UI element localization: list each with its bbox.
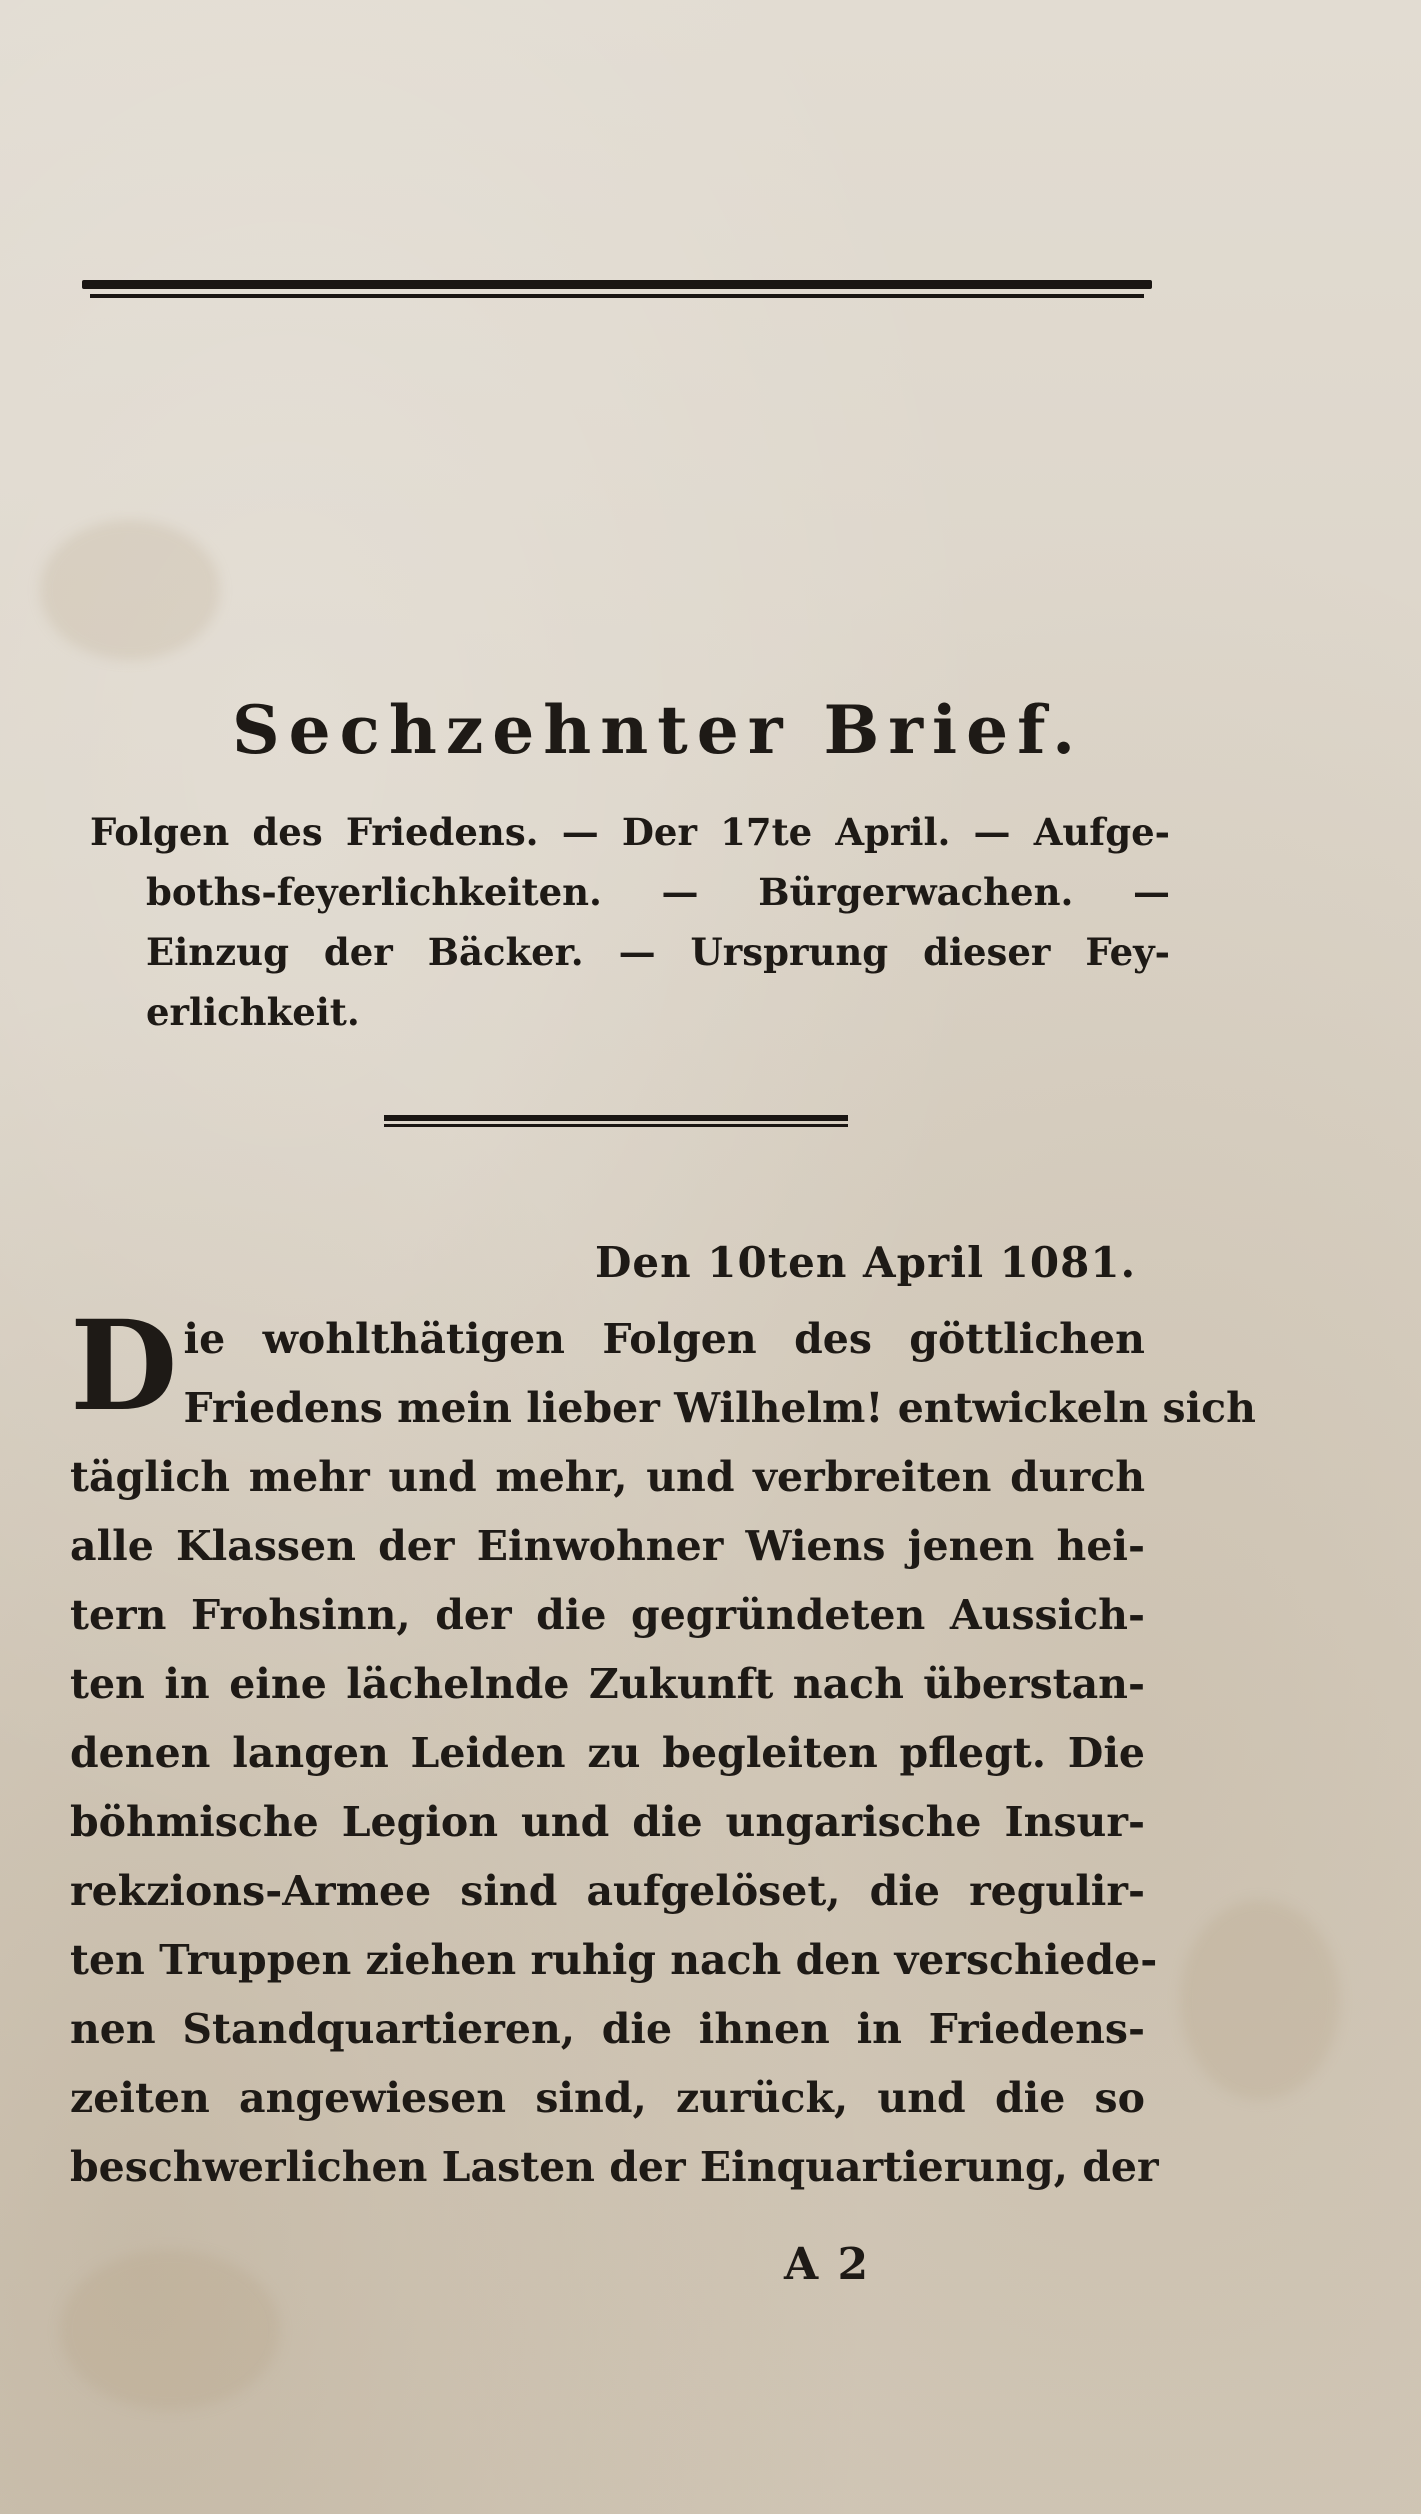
body-line: täglich mehr und mehr, und verbreiten durch [70,1453,1145,1501]
drop-cap: D [70,1294,178,1439]
section-divider-rule [384,1115,848,1129]
body-line: böhmische Legion und die ungarische Insur- [70,1798,1145,1846]
body-line: ten in eine lächelnde Zukunft nach überstan- [70,1660,1145,1708]
body-line: rekzions-Armee sind aufgelöset, die regulir- [70,1867,1145,1915]
letter-dateline: Den 10ten April 1081. [595,1238,1137,1287]
letter-body [70,1294,1256,2202]
body-line: tern Frohsinn, der die gegründeten Aussich- [70,1591,1145,1639]
summary-line: boths-feyerlichkeiten. — Bürgerwachen. — [146,870,1170,914]
paper-stain [40,520,220,660]
body-line: denen langen Leiden zu begleiten pflegt. Die [70,1729,1145,1777]
body-line: ten Truppen ziehen ruhig nach den verschiede- [70,1936,1158,1984]
paper-stain [60,2250,280,2410]
body-line: beschwerlichen Lasten der Einquartierung, der [70,2143,1159,2191]
summary-line: Folgen des Friedens. — Der 17te April. — Aufge- [90,810,1170,854]
paper-stain [1180,1900,1340,2100]
body-line: nen Standquartieren, die ihnen in Friedens- [70,2005,1145,2053]
summary-line: Einzug der Bäcker. — Ursprung dieser Fey- [146,930,1170,974]
top-ornamental-rule [82,276,1152,302]
page-signature: A 2 [784,2239,871,2290]
chapter-heading: Sechzehnter Brief. [232,691,1085,769]
summary-line: erlichkeit. [146,990,360,1034]
body-line: alle Klassen der Einwohner Wiens jenen hei- [70,1522,1145,1570]
chapter-summary [90,802,1170,1042]
body-line: Friedens mein lieber Wilhelm! entwickeln sich [183,1384,1256,1432]
body-line: ie wohlthätigen Folgen des göttlichen [183,1315,1145,1363]
body-line: zeiten angewiesen sind, zurück, und die so [70,2074,1145,2122]
